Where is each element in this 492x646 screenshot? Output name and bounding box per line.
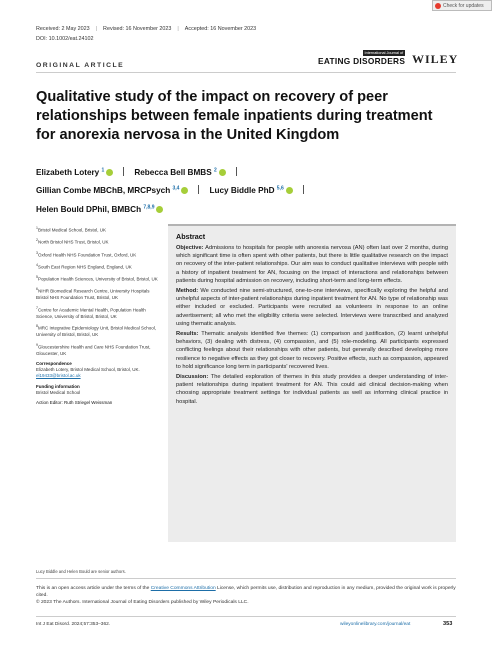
affiliation-text: Population Health Sciences, University of Bristol, Bristol, UK [37, 276, 158, 282]
action-editor [36, 400, 161, 406]
affiliation-text: Gloucestershire Health and Care NHS Foundation Trust, Gloucester, UK [36, 344, 151, 356]
abstract-objective [176, 244, 448, 285]
orcid-icon[interactable] [156, 206, 163, 213]
author-list [36, 162, 456, 218]
header-divider [36, 72, 456, 73]
abstract-discussion [176, 373, 448, 406]
footnote-divider [36, 578, 456, 579]
orcid-icon[interactable] [106, 169, 113, 176]
author-affil-ref[interactable]: 1 [101, 167, 105, 173]
affiliation [36, 323, 161, 338]
orcid-icon[interactable] [286, 187, 293, 194]
affiliation [36, 225, 161, 234]
correspondence-heading: Correspondence [36, 360, 72, 366]
author[interactable] [209, 186, 292, 195]
author-separator [303, 185, 304, 194]
license-text-post: License, which permits use, distribution and reproduction in any medium, provided the original work is properly cited. [36, 586, 456, 599]
author[interactable] [36, 205, 163, 214]
check-updates-label: Check for updates [443, 2, 484, 9]
author-affil-ref[interactable]: 3,4 [172, 185, 180, 192]
author[interactable] [134, 168, 225, 177]
abstract-method-text: We conducted nine semi-structured, one-to-one interviews, specifically exploring the helpful and unhelpful aspects of inter-patient relationships during inpatient treatment for AN. No type of relationship was either included or excluded. Participants were recruited as volunteers in response to an online advertisement; all who met the eligibility criteria were selected. Interviews were transcribed and analyzed using thematic analysis. [176, 288, 448, 327]
affiliations-sidebar [36, 225, 161, 409]
history-separator: | [177, 26, 179, 32]
accepted-date: Accepted: 16 November 2023 [184, 26, 257, 32]
doi[interactable]: DOI: 10.1002/eat.24102 [36, 36, 94, 42]
publisher-logo: WILEY [412, 52, 459, 66]
action-editor-text: Action Editor: Ruth Striegel Weissman [36, 399, 113, 405]
author-affil-ref[interactable]: 2 [213, 167, 217, 173]
affiliation-number: 7 [36, 305, 38, 310]
affiliation [36, 250, 161, 259]
affiliation-text: Oxford Health NHS Foundation Trust, Oxford, UK [37, 252, 137, 258]
author-name: Gillian Combe MBChB, MRCPsych [36, 186, 171, 196]
affiliation-number: 5 [36, 275, 38, 280]
funding-heading: Funding information [36, 383, 80, 389]
affiliation [36, 305, 161, 320]
article-history [36, 26, 256, 32]
affiliation-number: 1 [36, 226, 38, 230]
author-name: Helen Bould DPhil, BMBCh [36, 205, 142, 215]
author-affil-ref[interactable]: 7,8,9 [143, 204, 155, 211]
affiliation-text: NIHR Biomedical Research Centre, University Hospitals Bristol NHS Foundation Trust, Bristol, UK [36, 288, 150, 301]
check-for-updates-button[interactable] [432, 0, 492, 11]
crossmark-icon [435, 3, 441, 9]
author[interactable] [36, 186, 188, 195]
license-text-pre: This is an open access article under the terms of the [36, 586, 151, 591]
abstract-heading: Abstract [176, 232, 206, 241]
abstract-results-text: Thematic analysis identified five themes: (1) comparison and justification, (2) learnt unhelpful behaviors, (3) dealing with distress, (4) compassion, and (5) role-modeling. All participants expressed conflicting feelings about their relationships with other patients, but generally described developing more resilience to negative effects as they got closer to recovery. Positive effects, such as compassion, appeared to hold significance long term in participants' recovered lives. [176, 331, 448, 370]
affiliation-number: 2 [36, 238, 38, 243]
received-date: Received: 2 May 2023 [36, 26, 90, 32]
abstract-objective-label: Objective: [176, 245, 204, 251]
author-separator [123, 167, 124, 176]
license-statement [36, 585, 456, 607]
affiliation-number: 9 [36, 342, 38, 347]
author-affil-ref[interactable]: 5,6 [276, 185, 284, 192]
affiliation-number: 8 [36, 324, 38, 329]
affiliation-number: 6 [36, 287, 38, 292]
article-title: Qualitative study of the impact on recovery of peer relationships between female inpatients during treatment for anorexia nervosa in the United Kingdom [36, 89, 433, 143]
affiliation-text: Centre for Academic Mental Health, Population Health Science, University of Bristol, Bristol, UK [36, 307, 146, 319]
affiliation [36, 237, 161, 246]
creative-commons-link[interactable]: Creative Commons Attribution [150, 586, 216, 591]
history-separator: | [95, 26, 98, 32]
affiliation [36, 286, 161, 301]
page-number: 353 [443, 621, 453, 627]
affiliation [36, 274, 161, 283]
author-footnote: Lucy Biddle and Helen Bould are senior authors. [36, 569, 126, 574]
orcid-icon[interactable] [181, 187, 188, 194]
author-name: Elizabeth Lotery [36, 167, 100, 177]
affiliation-number: 3 [36, 250, 38, 255]
author-name: Rebecca Bell BMBS [134, 167, 212, 177]
affiliation-text: North Bristol NHS Trust, Bristol, UK [37, 239, 109, 245]
journal-citation: Int J Eat Disord. 2024;57:353–362. [36, 622, 111, 627]
author-separator [236, 167, 237, 176]
affiliation [36, 342, 161, 357]
footer-divider [36, 616, 456, 617]
funding-text: Bristol Medical School [36, 389, 81, 395]
author[interactable] [36, 168, 113, 177]
author-name: Lucy Biddle PhD [209, 186, 275, 196]
affiliation-text: MRC Integrative Epidemiology Unit, Bristol Medical School, University of Bristol, Bristol, UK [36, 325, 157, 338]
abstract-discussion-text: The detailed exploration of themes in this study provides a deeper understanding of inter-patient relationships during inpatient treatment for AN. This could aid clinical decision-making when choosing appropriate treatment settings for individual patients as well as informing clinical practice in hospital. [176, 374, 448, 405]
journal-logo [318, 50, 405, 66]
author-separator [198, 185, 199, 194]
copyright-text: © 2023 The Authors. International Journal of Eating Disorders published by Wiley Periodicals LLC. [36, 600, 249, 606]
affiliation-text: Bristol Medical School, Bristol, UK [37, 227, 106, 233]
journal-intl-label: International Journal of [364, 51, 404, 55]
correspondence-block [36, 361, 161, 380]
abstract-method [176, 287, 448, 328]
orcid-icon[interactable] [219, 169, 226, 176]
abstract-objective-text: Admissions to hospitals for people with anorexia nervosa (AN) often last over 2 months, during which significant time is often spent with other patients, but there is little qualitative research on the impact on recovery of the inter-patient relationships. Our aim was to conduct qualitative interviews with people with a history of inpatient treatment for AN, focusing on the impact of interactions and relationships between patients during hospital admission on recovery, including short-term and long-term effects. [176, 245, 448, 284]
funding-block [36, 384, 161, 396]
abstract-method-label: Method: [176, 288, 199, 295]
affiliation-text: South East Region NHS England, England, UK [37, 264, 132, 270]
correspondence-text: Elizabeth Lotery, Bristol Medical School, Bristol, UK. [36, 367, 140, 373]
revised-date: Revised: 16 November 2023 [103, 26, 172, 32]
journal-url-link[interactable]: wileyonlinelibrary.com/journal/eat [340, 622, 411, 627]
abstract-results [176, 330, 448, 371]
article-type: ORIGINAL ARTICLE [36, 62, 125, 69]
affiliation-number: 4 [36, 262, 38, 267]
affiliation [36, 262, 161, 271]
journal-name: EATING DISORDERS [318, 56, 406, 66]
abstract-results-label: Results: [176, 331, 199, 338]
abstract-discussion-label: Discussion: [176, 374, 209, 381]
correspondence-email-link[interactable]: el19433@bristol.ac.uk [36, 373, 81, 379]
abstract-box [168, 224, 456, 542]
